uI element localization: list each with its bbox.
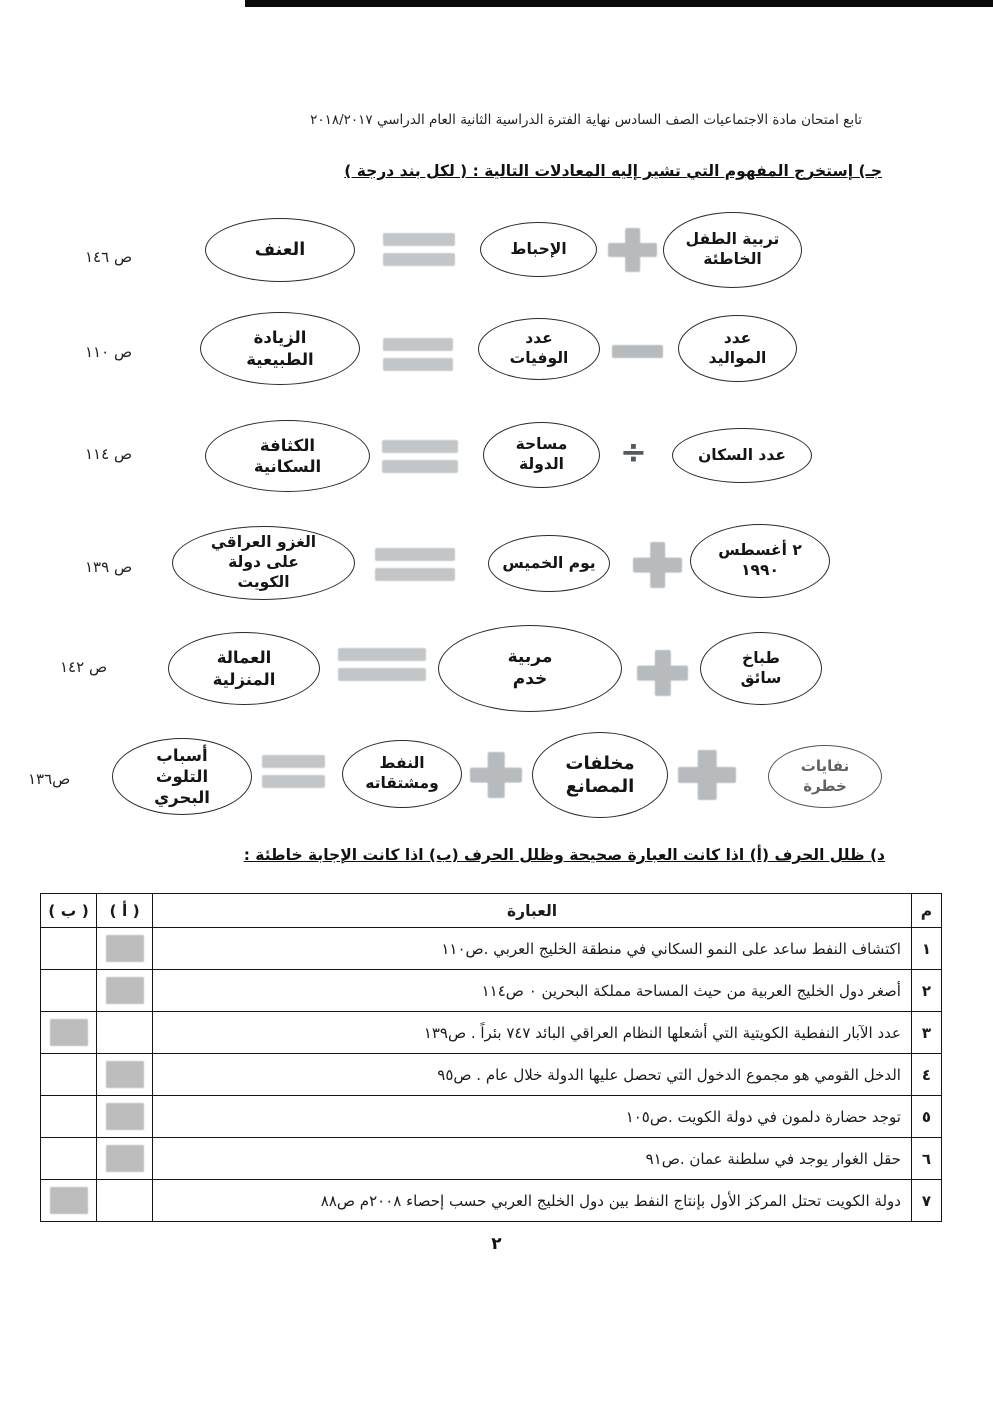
true-false-table bbox=[40, 893, 942, 1222]
plus-icon bbox=[678, 750, 736, 800]
header-choice-a: ( أ ) bbox=[97, 894, 153, 928]
row-number: ٧ bbox=[911, 1180, 941, 1222]
equals-icon bbox=[383, 233, 455, 266]
table-row bbox=[41, 928, 942, 970]
page-header: تابع امتحان مادة الاجتماعيات الصف السادس نهاية الفترة الدراسية الثانية العام الدراسي ٢٠١٨/٢٠١٧ bbox=[310, 112, 862, 128]
row-number: ٤ bbox=[911, 1054, 941, 1096]
scan-artifact-bar bbox=[245, 0, 993, 7]
equals-icon bbox=[382, 440, 458, 473]
answer-shade bbox=[50, 977, 88, 1004]
equation-row-6 bbox=[0, 728, 993, 832]
term-ellipse: ٢ أغسطس ١٩٩٠ bbox=[690, 524, 830, 598]
term-ellipse: يوم الخميس bbox=[488, 535, 610, 592]
term-ellipse: تربية الطفل الخاطئة bbox=[663, 212, 802, 288]
term-ellipse: النفط ومشتقاته bbox=[342, 740, 462, 808]
answer-shade bbox=[106, 1145, 144, 1172]
answer-shade bbox=[50, 1145, 88, 1172]
term-ellipse: عدد الوفيات bbox=[478, 318, 600, 380]
table-row bbox=[41, 1012, 942, 1054]
choice-a-cell bbox=[97, 1096, 153, 1138]
table-row bbox=[41, 970, 942, 1012]
statement-cell: أصغر دول الخليج العربية من حيث المساحة مملكة البحرين ٠ ص١١٤ bbox=[153, 970, 912, 1012]
statement-cell: عدد الآبار النفطية الكويتية التي أشعلها النظام العراقي البائد ٧٤٧ بئراً . ص١٣٩ bbox=[153, 1012, 912, 1054]
concept-ellipse: الكثافة السكانية bbox=[205, 420, 370, 492]
answer-shade bbox=[50, 1187, 88, 1214]
section-d-title: د) ظلل الحرف (أ) اذا كانت العبارة صحيحة وظلل الحرف (ب) اذا كانت الإجابة خاطئة : bbox=[243, 846, 885, 864]
choice-b-cell bbox=[41, 1096, 97, 1138]
page-number: ٢ bbox=[491, 1234, 502, 1254]
table-row bbox=[41, 1054, 942, 1096]
choice-b-cell bbox=[41, 1138, 97, 1180]
choice-b-cell bbox=[41, 970, 97, 1012]
equals-icon bbox=[262, 755, 325, 788]
choice-b-cell bbox=[41, 928, 97, 970]
statement-cell: حقل الغوار يوجد في سلطنة عمان .ص٩١ bbox=[153, 1138, 912, 1180]
equation-row-2 bbox=[0, 305, 993, 400]
page-reference: ص ١١٠ bbox=[85, 343, 133, 361]
equation-row-1 bbox=[0, 210, 993, 300]
answer-shade bbox=[50, 1061, 88, 1088]
plus-icon bbox=[637, 650, 688, 696]
answer-shade bbox=[50, 1019, 88, 1046]
choice-a-cell bbox=[97, 970, 153, 1012]
term-ellipse: الإحباط bbox=[480, 222, 597, 277]
answer-shade bbox=[50, 1103, 88, 1130]
statement-cell: الدخل القومي هو مجموع الدخول التي تحصل عليها الدولة خلال عام . ص٩٥ bbox=[153, 1054, 912, 1096]
row-number: ٣ bbox=[911, 1012, 941, 1054]
row-number: ٥ bbox=[911, 1096, 941, 1138]
term-ellipse: نفايات خطرة bbox=[768, 745, 882, 808]
equals-icon bbox=[338, 648, 426, 681]
concept-ellipse: الزيادة الطبيعية bbox=[200, 312, 360, 385]
table-row bbox=[41, 1180, 942, 1222]
statement-cell: توجد حضارة دلمون في دولة الكويت .ص١٠٥ bbox=[153, 1096, 912, 1138]
row-number: ١ bbox=[911, 928, 941, 970]
term-ellipse: مساحة الدولة bbox=[483, 422, 600, 488]
answer-shade bbox=[106, 1187, 144, 1214]
answer-shade bbox=[50, 935, 88, 962]
table-row bbox=[41, 1096, 942, 1138]
row-number: ٢ bbox=[911, 970, 941, 1012]
page-reference: ص١٣٦ bbox=[28, 770, 71, 788]
term-ellipse: مربية خدم bbox=[438, 625, 622, 712]
page-reference: ص ١٤٦ bbox=[85, 248, 133, 266]
answer-shade bbox=[106, 1019, 144, 1046]
choice-a-cell bbox=[97, 1012, 153, 1054]
equation-row-3 bbox=[0, 412, 993, 510]
concept-ellipse: أسباب التلوث البحري bbox=[112, 738, 252, 815]
concept-ellipse: الغزو العراقي على دولة الكويت bbox=[172, 526, 355, 600]
plus-icon bbox=[470, 752, 522, 798]
row-number: ٦ bbox=[911, 1138, 941, 1180]
page-reference: ص ١٣٩ bbox=[85, 558, 133, 576]
choice-a-cell bbox=[97, 1054, 153, 1096]
statement-cell: اكتشاف النفط ساعد على النمو السكاني في منطقة الخليج العربي .ص١١٠ bbox=[153, 928, 912, 970]
choice-a-cell bbox=[97, 1180, 153, 1222]
answer-shade bbox=[106, 1103, 144, 1130]
page-reference: ص ١٤٢ bbox=[60, 658, 108, 676]
term-ellipse: مخلفات المصانع bbox=[532, 732, 668, 818]
equation-row-4 bbox=[0, 518, 993, 620]
statement-cell: دولة الكويت تحتل المركز الأول بإنتاج النفط بين دول الخليج العربي حسب إحصاء ٢٠٠٨م ص٨٨ bbox=[153, 1180, 912, 1222]
concept-ellipse: العمالة المنزلية bbox=[168, 632, 320, 705]
divide-icon: ÷ bbox=[620, 433, 647, 471]
answer-shade bbox=[106, 935, 144, 962]
choice-b-cell bbox=[41, 1054, 97, 1096]
header-num: م bbox=[911, 894, 941, 928]
section-c-title: جـ) إستخرج المفهوم التي تشير إليه المعادلات التالية : ( لكل بند درجة ) bbox=[344, 162, 882, 180]
minus-icon bbox=[612, 345, 663, 358]
answer-shade bbox=[106, 977, 144, 1004]
term-ellipse: عدد المواليد bbox=[678, 315, 797, 382]
equation-row-5 bbox=[0, 622, 993, 724]
equals-icon bbox=[375, 548, 455, 581]
plus-icon bbox=[633, 542, 682, 588]
answer-shade bbox=[106, 1061, 144, 1088]
concept-ellipse: العنف bbox=[205, 218, 355, 282]
page-reference: ص ١١٤ bbox=[85, 445, 133, 463]
plus-icon bbox=[608, 228, 657, 272]
table-header-row bbox=[41, 894, 942, 928]
equals-icon bbox=[383, 338, 453, 371]
choice-b-cell bbox=[41, 1012, 97, 1054]
term-ellipse: طباخ سائق bbox=[700, 632, 822, 705]
term-ellipse: عدد السكان bbox=[672, 428, 812, 483]
choice-a-cell bbox=[97, 928, 153, 970]
header-statement: العبارة bbox=[153, 894, 912, 928]
table-row bbox=[41, 1138, 942, 1180]
header-choice-b: ( ب ) bbox=[41, 894, 97, 928]
choice-b-cell bbox=[41, 1180, 97, 1222]
choice-a-cell bbox=[97, 1138, 153, 1180]
